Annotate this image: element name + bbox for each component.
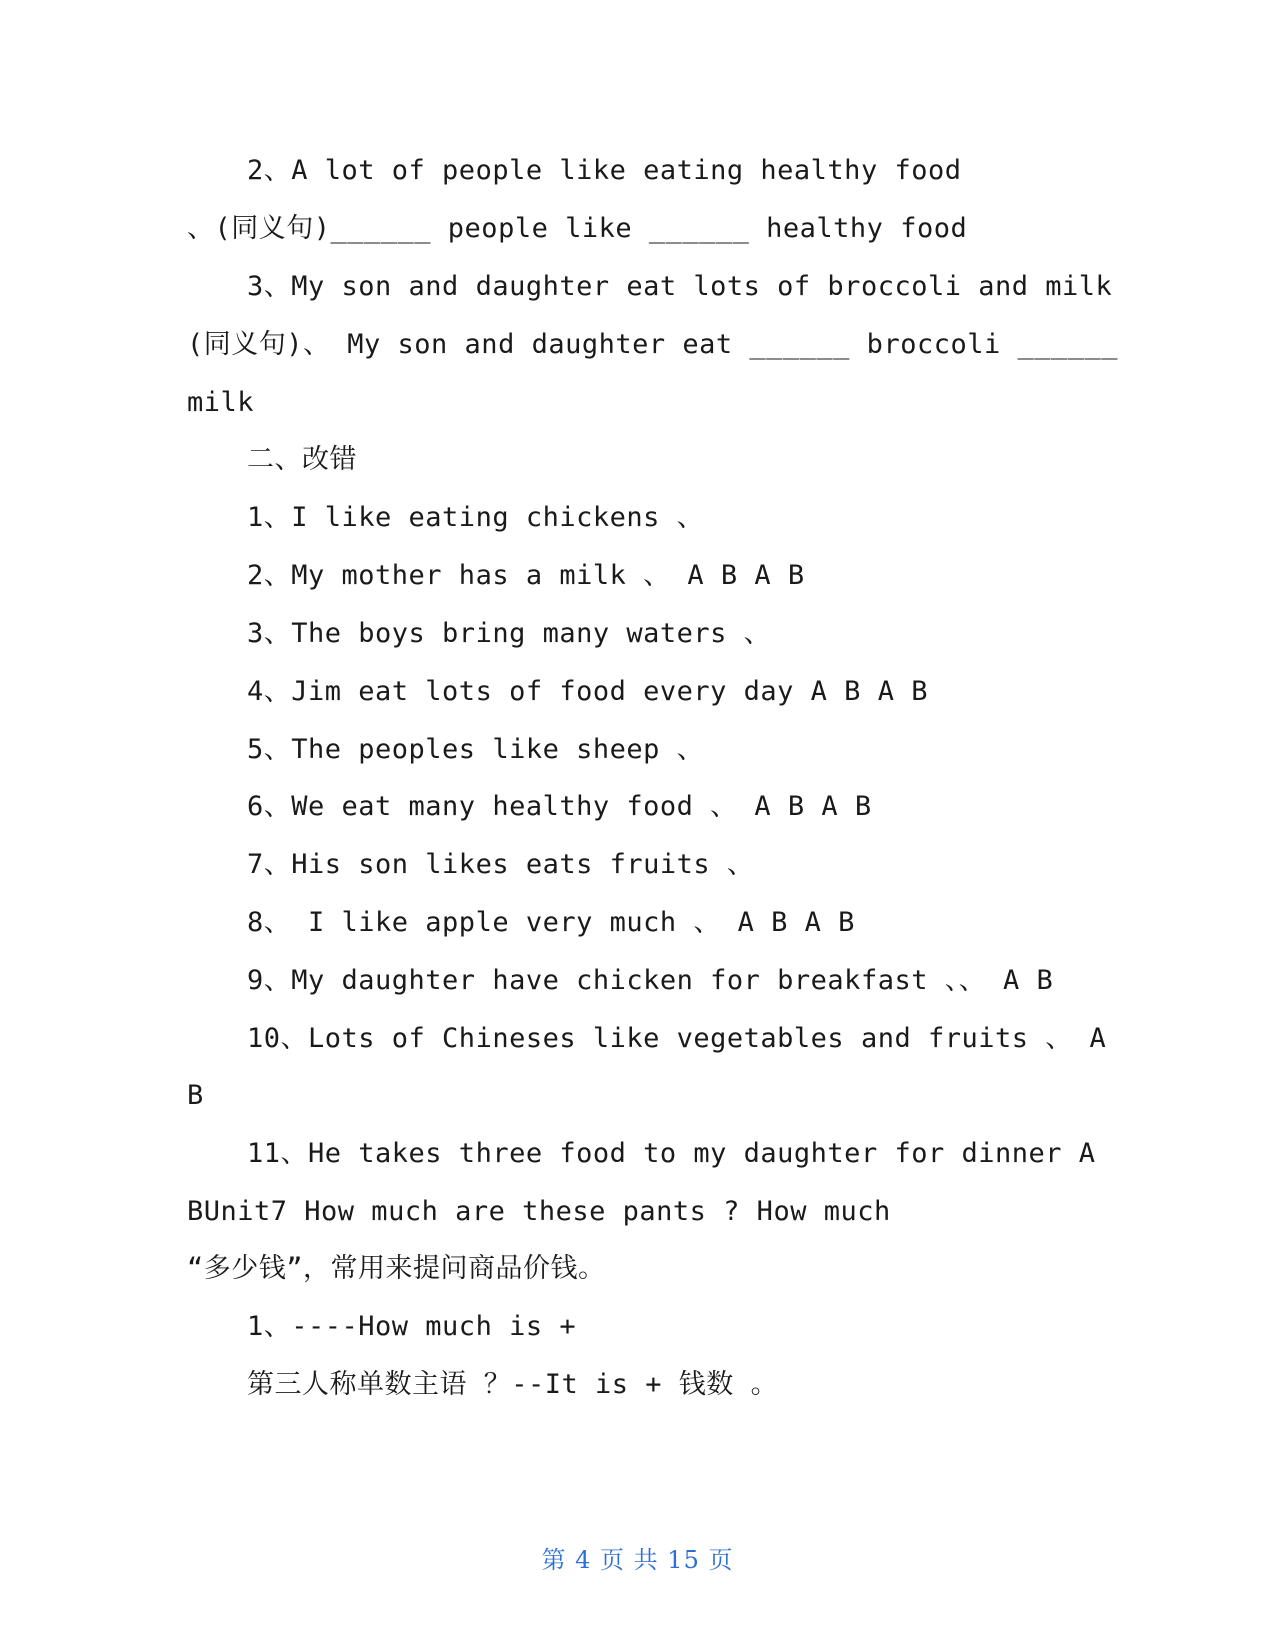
- correction-item-3: 3、The boys bring many waters 、: [247, 618, 772, 649]
- exercise-line-2: 2、A lot of people like eating healthy food: [247, 155, 962, 186]
- correction-item-10: 10、Lots of Chineses like vegetables and fruits 、 A: [247, 1023, 1107, 1054]
- usage-line-2: 第三人称单数主语 ？--It is + 钱数 。: [247, 1369, 779, 1400]
- correction-item-11-cont: BUnit7 How much are these pants ? How much: [187, 1196, 891, 1227]
- page-footer: 第 4 页 共 15 页: [541, 1546, 734, 1574]
- exercise-line-3-cont: (同义句)、 My son and daughter eat ______ broccoli ______: [187, 329, 1119, 360]
- correction-item-1: 1、I like eating chickens 、: [247, 502, 705, 533]
- correction-item-9: 9、My daughter have chicken for breakfast 、、 A B: [247, 965, 1054, 996]
- correction-item-5: 5、The peoples like sheep 、: [247, 734, 705, 765]
- exercise-line-3-cont2: milk: [187, 387, 255, 418]
- correction-item-2: 2、My mother has a milk 、 A B A B: [247, 560, 805, 591]
- unit-note: “多少钱”，常用来提问商品价钱。: [187, 1253, 606, 1284]
- correction-item-10-cont: B: [187, 1080, 204, 1111]
- correction-item-8: 8、 I like apple very much 、 A B A B: [247, 907, 855, 938]
- exercise-line-3: 3、My son and daughter eat lots of broccoli and milk: [247, 271, 1113, 302]
- exercise-line-2-cont: 、(同义句)______ people like ______ healthy food: [187, 213, 968, 244]
- correction-item-4: 4、Jim eat lots of food every day A B A B: [247, 676, 928, 707]
- correction-item-11: 11、He takes three food to my daughter for dinner A: [247, 1138, 1096, 1169]
- correction-item-7: 7、His son likes eats fruits 、: [247, 849, 755, 880]
- usage-line-1: 1、----How much is +: [247, 1311, 577, 1342]
- section-heading: 二、改错: [247, 444, 357, 475]
- correction-item-6: 6、We eat many healthy food 、 A B A B: [247, 791, 872, 822]
